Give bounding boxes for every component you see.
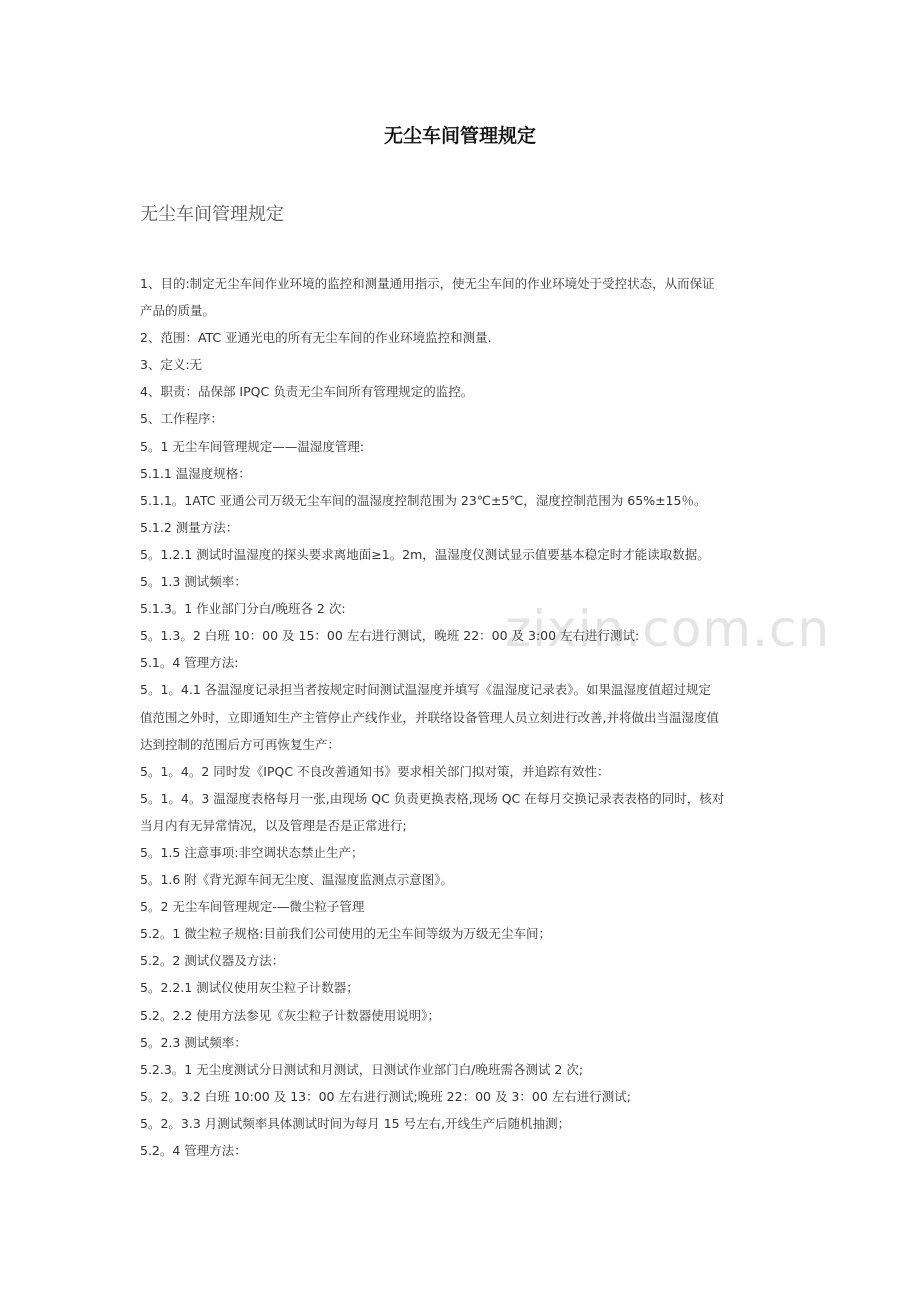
text-line: 5.1.2 测量方法： bbox=[140, 519, 239, 535]
text-line: 3、定义:无 bbox=[140, 357, 203, 373]
text-line: 5.1.1。1ATC 亚通公司万级无尘车间的温湿度控制范围为 23℃±5℃，湿度控制范围为 65%±15％。 bbox=[140, 492, 707, 508]
text-line: 5。1.2.1 测试时温湿度的探头要求离地面≥1。2m，温湿度仪测试显示值要基本稳定时才能读取数据。 bbox=[140, 546, 710, 562]
text-line: 5.1.3。1 作业部门分白/晚班各 2 次: bbox=[140, 601, 346, 617]
text-line: 5。1.5 注意事项:非空调状态禁止生产； bbox=[140, 844, 364, 860]
text-line: 5。1。4.1 各温湿度记录担当者按规定时间测试温湿度并填写《温湿度记录表》。如果温湿度值超过规定 bbox=[140, 682, 712, 698]
text-line: 1、目的:制定无尘车间作业环境的监控和测量通用指示，使无尘车间的作业环境处于受控状态，从而保证 bbox=[140, 276, 715, 291]
text-line: 5。1。4。3 温湿度表格每月一张,由现场 QC 负责更换表格,现场 QC 在每月交换记录表表格的同时，核对 bbox=[140, 790, 725, 806]
text-line: 5。2。3.2 白班 10:00 及 13：00 左右进行测试;晚班 22：00 及 3：00 左右进行测试; bbox=[140, 1088, 631, 1104]
text-line: 5.2。2 测试仪器及方法： bbox=[140, 953, 285, 969]
text-line: 5.1.1 温湿度规格： bbox=[140, 465, 251, 481]
text-line: 产品的质量。 bbox=[140, 303, 216, 319]
text-line: 5。1 无尘车间管理规定——温湿度管理: bbox=[140, 438, 365, 454]
body-text bbox=[140, 270, 785, 1164]
section-heading: 无尘车间管理规定 bbox=[140, 204, 284, 225]
text-line: 5.2.3。1 无尘度测试分日测试和月测试，日测试作业部门白/晚班需各测试 2 次; bbox=[140, 1061, 584, 1077]
text-line: 5.1。4 管理方法: bbox=[140, 655, 239, 671]
text-line: 5。1。4。2 同时发《IPQC 不良改善通知书》要求相关部门拟对策，并追踪有效性： bbox=[140, 763, 610, 779]
page-title: 无尘车间管理规定 bbox=[383, 125, 536, 147]
text-line: 达到控制的范围后方可再恢复生产： bbox=[140, 736, 341, 752]
text-line: 5。2。3.3 月测试频率具体测试时间为每月 15 号左右,开线生产后随机抽测； bbox=[140, 1115, 571, 1131]
text-line: 4、职责：品保部 IPQC 负责无尘车间所有管理规定的监控。 bbox=[140, 384, 474, 400]
text-line: 5。2.2.1 测试仪使用灰尘粒子计数器； bbox=[140, 980, 359, 996]
text-line: 5。2 无尘车间管理规定-—微尘粒子管理 bbox=[140, 899, 365, 915]
text-line: 当月内有无异常情况，以及管理是否是正常进行; bbox=[140, 817, 407, 833]
text-line: 5。2.3 测试频率： bbox=[140, 1034, 247, 1050]
text-line: 5。1.6 附《背光源车间无尘度、温湿度监测点示意图》。 bbox=[140, 872, 454, 888]
text-line: 5.2。4 管理方法： bbox=[140, 1143, 247, 1158]
text-line: 5.2。1 微尘粒子规格:目前我们公司使用的无尘车间等级为万级无尘车间； bbox=[140, 926, 552, 942]
text-line: 值范围之外时，立即通知生产主管停止产线作业，并联络设备管理人员立刻进行改善,并将做出当温湿度值 bbox=[140, 709, 719, 725]
text-line: 2、范围：ATC 亚通光电的所有无尘车间的作业环境监控和测量. bbox=[140, 330, 492, 346]
text-line: 5、工作程序： bbox=[140, 411, 223, 427]
watermark: zixin.com.cn bbox=[505, 600, 831, 658]
text-line: 5。1.3。2 白班 10：00 及 15：00 左右进行测试，晚班 22：00 及 3:00 左右进行测试: bbox=[140, 628, 640, 644]
text-line: 5。1.3 测试频率： bbox=[140, 574, 247, 590]
text-line: 5.2。2.2 使用方法参见《灰尘粒子计数器使用说明》； bbox=[140, 1007, 440, 1023]
